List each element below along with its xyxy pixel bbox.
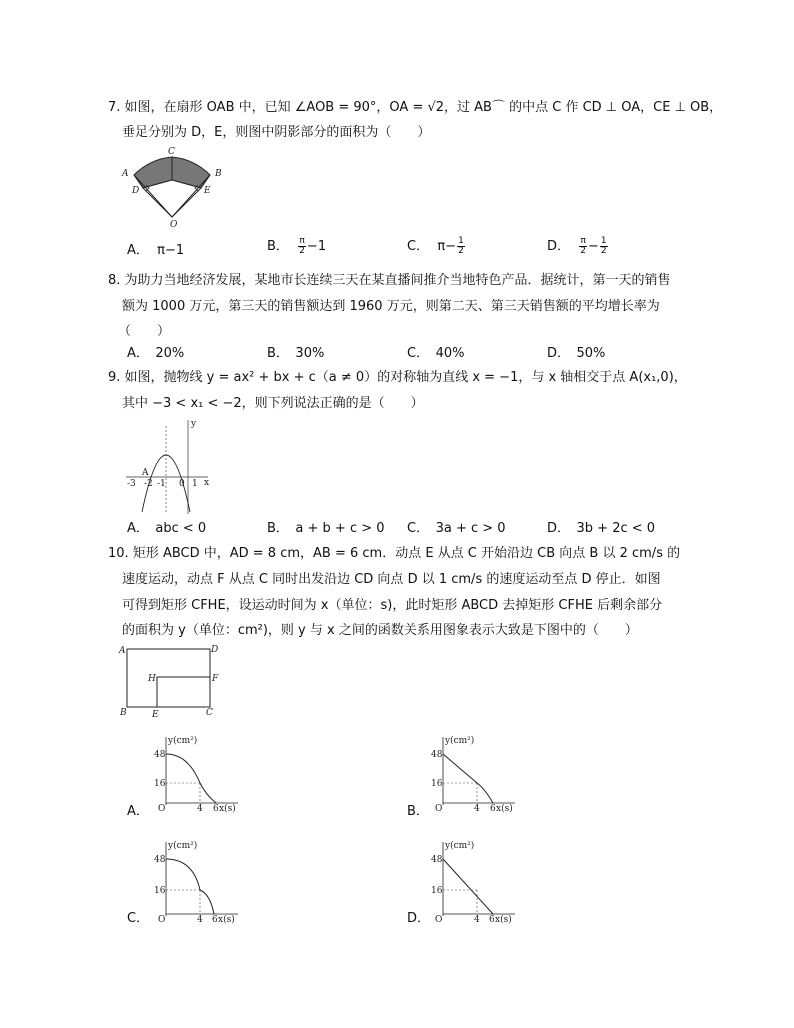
q9-option-d: D． 3b + 2c < 0	[547, 521, 656, 536]
q10-graph-b-ylabel: y(cm²)	[445, 736, 475, 746]
q7-label-c: C	[168, 147, 175, 157]
q10-graph-c-y16: 16	[154, 886, 166, 896]
q10-graph-b	[425, 733, 525, 813]
q10-stem-line1: 10. 矩形 ABCD 中，AD = 8 cm，AB = 6 cm．动点 E 从点 C 开始沿边 CB 向点 B 以 2 cm/s 的	[108, 546, 681, 561]
q9-stem-line2: 其中 −3 < x₁ < −2，则下列说法正确的是（ ）	[122, 396, 424, 411]
q8-option-b: B． 30%	[267, 346, 325, 361]
q10-stem-line2: 速度运动，动点 F 从点 C 同时出发沿边 CD 向点 D 以 1 cm/s 的速度运动至点 D 停止．如图	[122, 572, 661, 587]
q10-graph-d-y48: 48	[431, 855, 443, 865]
q7-sector-figure	[115, 143, 230, 228]
q10-label-b: B	[120, 708, 127, 718]
q9-tick-neg3: -3	[127, 479, 136, 489]
q10-graph-b-x4: 4	[474, 804, 480, 814]
q10-label-f: F	[212, 674, 219, 684]
q9-option-a: A． abc < 0	[127, 521, 207, 536]
q9-x-label: x	[204, 478, 210, 488]
q9-parabola-graph	[122, 418, 214, 515]
q7-option-c: C． π− $\frac{1}{2}$	[407, 236, 464, 256]
q7-option-a: A． π−1	[127, 243, 185, 258]
q10-graph-a-y16: 16	[154, 779, 166, 789]
q9-tick-0: 0	[179, 479, 185, 489]
q10-graph-c-ylabel: y(cm²)	[168, 841, 198, 851]
q10-graph-c-y48: 48	[154, 855, 166, 865]
q9-tick-neg1: -1	[157, 479, 166, 489]
q7-option-b: B． $\frac{\pi}{2}$ −1	[267, 236, 327, 256]
q7-option-d: D． $\frac{\pi}{2}$ − $\frac{1}{2}$	[547, 236, 607, 256]
q7-label-e: E	[204, 186, 211, 196]
q7-label-a: A	[122, 169, 129, 179]
q9-a-label: A	[142, 468, 149, 478]
q8-stem-line2: 额为 1000 万元，第三天的销售额达到 1960 万元，则第二天、第三天销售额的平均增长率为	[122, 299, 660, 314]
q9-option-c: C． 3a + c > 0	[407, 521, 506, 536]
q10-graph-d-ylabel: y(cm²)	[445, 841, 475, 851]
q9-stem-line1: 9. 如图，抛物线 y = ax² + bx + c（a ≠ 0）的对称轴为直线 x = −1，与 x 轴相交于点 A(x₁,0)，	[108, 370, 687, 385]
q10-graph-b-x6: 6	[490, 804, 496, 814]
q10-graph-c-x4: 4	[197, 915, 203, 925]
q10-label-e: E	[152, 710, 159, 720]
q10-label-c: C	[206, 708, 213, 718]
q10-graph-a-x4: 4	[197, 804, 203, 814]
q10-stem-line3: 可得到矩形 CFHE，设运动时间为 x（单位：s)，此时矩形 ABCD 去掉矩形 CFHE 后剩余部分	[122, 598, 663, 613]
q10-graph-d-x4: 4	[474, 915, 480, 925]
q10-graph-d-x6: 6	[489, 915, 495, 925]
q9-tick-neg2: -2	[144, 479, 153, 489]
q10-graph-a-origin: O	[158, 804, 166, 814]
q10-graph-c-x6: 6	[212, 915, 218, 925]
q9-y-label: y	[191, 419, 197, 429]
q10-label-h: H	[148, 674, 156, 684]
q7-label-b: B	[215, 169, 222, 179]
q8-option-c: C． 40%	[407, 346, 465, 361]
q10-graph-c	[148, 838, 248, 925]
q9-option-b: B． a + b + c > 0	[267, 521, 385, 536]
q10-option-b: B．	[407, 804, 429, 819]
q10-graph-d	[425, 838, 525, 925]
q10-graph-d-origin: O	[435, 915, 443, 925]
q10-option-d: D．	[407, 911, 431, 926]
q7-stem-line2: 垂足分别为 D，E，则图中阴影部分的面积为（ ）	[122, 125, 431, 140]
q10-graph-a	[148, 733, 248, 813]
q10-label-d: D	[211, 645, 219, 655]
q10-graph-a-ylabel: y(cm²)	[168, 736, 198, 746]
q10-option-c: C．	[127, 911, 150, 926]
q10-rectangle-figure	[115, 643, 225, 718]
q10-graph-a-y48: 48	[154, 750, 166, 760]
q10-graph-b-y48: 48	[431, 750, 443, 760]
q10-graph-b-origin: O	[435, 804, 443, 814]
q9-tick-1: 1	[192, 479, 198, 489]
q10-graph-a-x6: 6	[213, 804, 219, 814]
q10-graph-d-y16: 16	[431, 886, 443, 896]
q10-graph-d-xlabel: x(s)	[495, 915, 512, 925]
q7-label-o: O	[170, 220, 178, 230]
q10-graph-c-origin: O	[158, 915, 166, 925]
q8-option-a: A． 20%	[127, 346, 185, 361]
q8-option-d: D． 50%	[547, 346, 606, 361]
q7-stem-line1: 7. 如图，在扇形 OAB 中，已知 ∠AOB = 90°，OA = √2，过 AB⌒ 的中点 C 作 CD ⊥ OA，CE ⊥ OB，	[108, 100, 723, 115]
q8-stem-line3: （ ）	[118, 324, 171, 339]
q10-graph-a-xlabel: x(s)	[219, 804, 236, 814]
q10-graph-c-xlabel: x(s)	[218, 915, 235, 925]
q7-label-d: D	[132, 186, 140, 196]
q8-stem-line1: 8. 为助力当地经济发展，某地市长连续三天在某直播间推介当地特色产品．据统计，第一天的销售	[108, 273, 671, 288]
q10-graph-b-xlabel: x(s)	[496, 804, 513, 814]
q10-graph-b-y16: 16	[431, 779, 443, 789]
q10-label-a: A	[119, 646, 126, 656]
q10-option-a: A．	[127, 804, 149, 819]
q10-stem-line4: 的面积为 y（单位：cm²)，则 y 与 x 之间的函数关系用图象表示大致是下图中的（ ）	[122, 623, 638, 638]
